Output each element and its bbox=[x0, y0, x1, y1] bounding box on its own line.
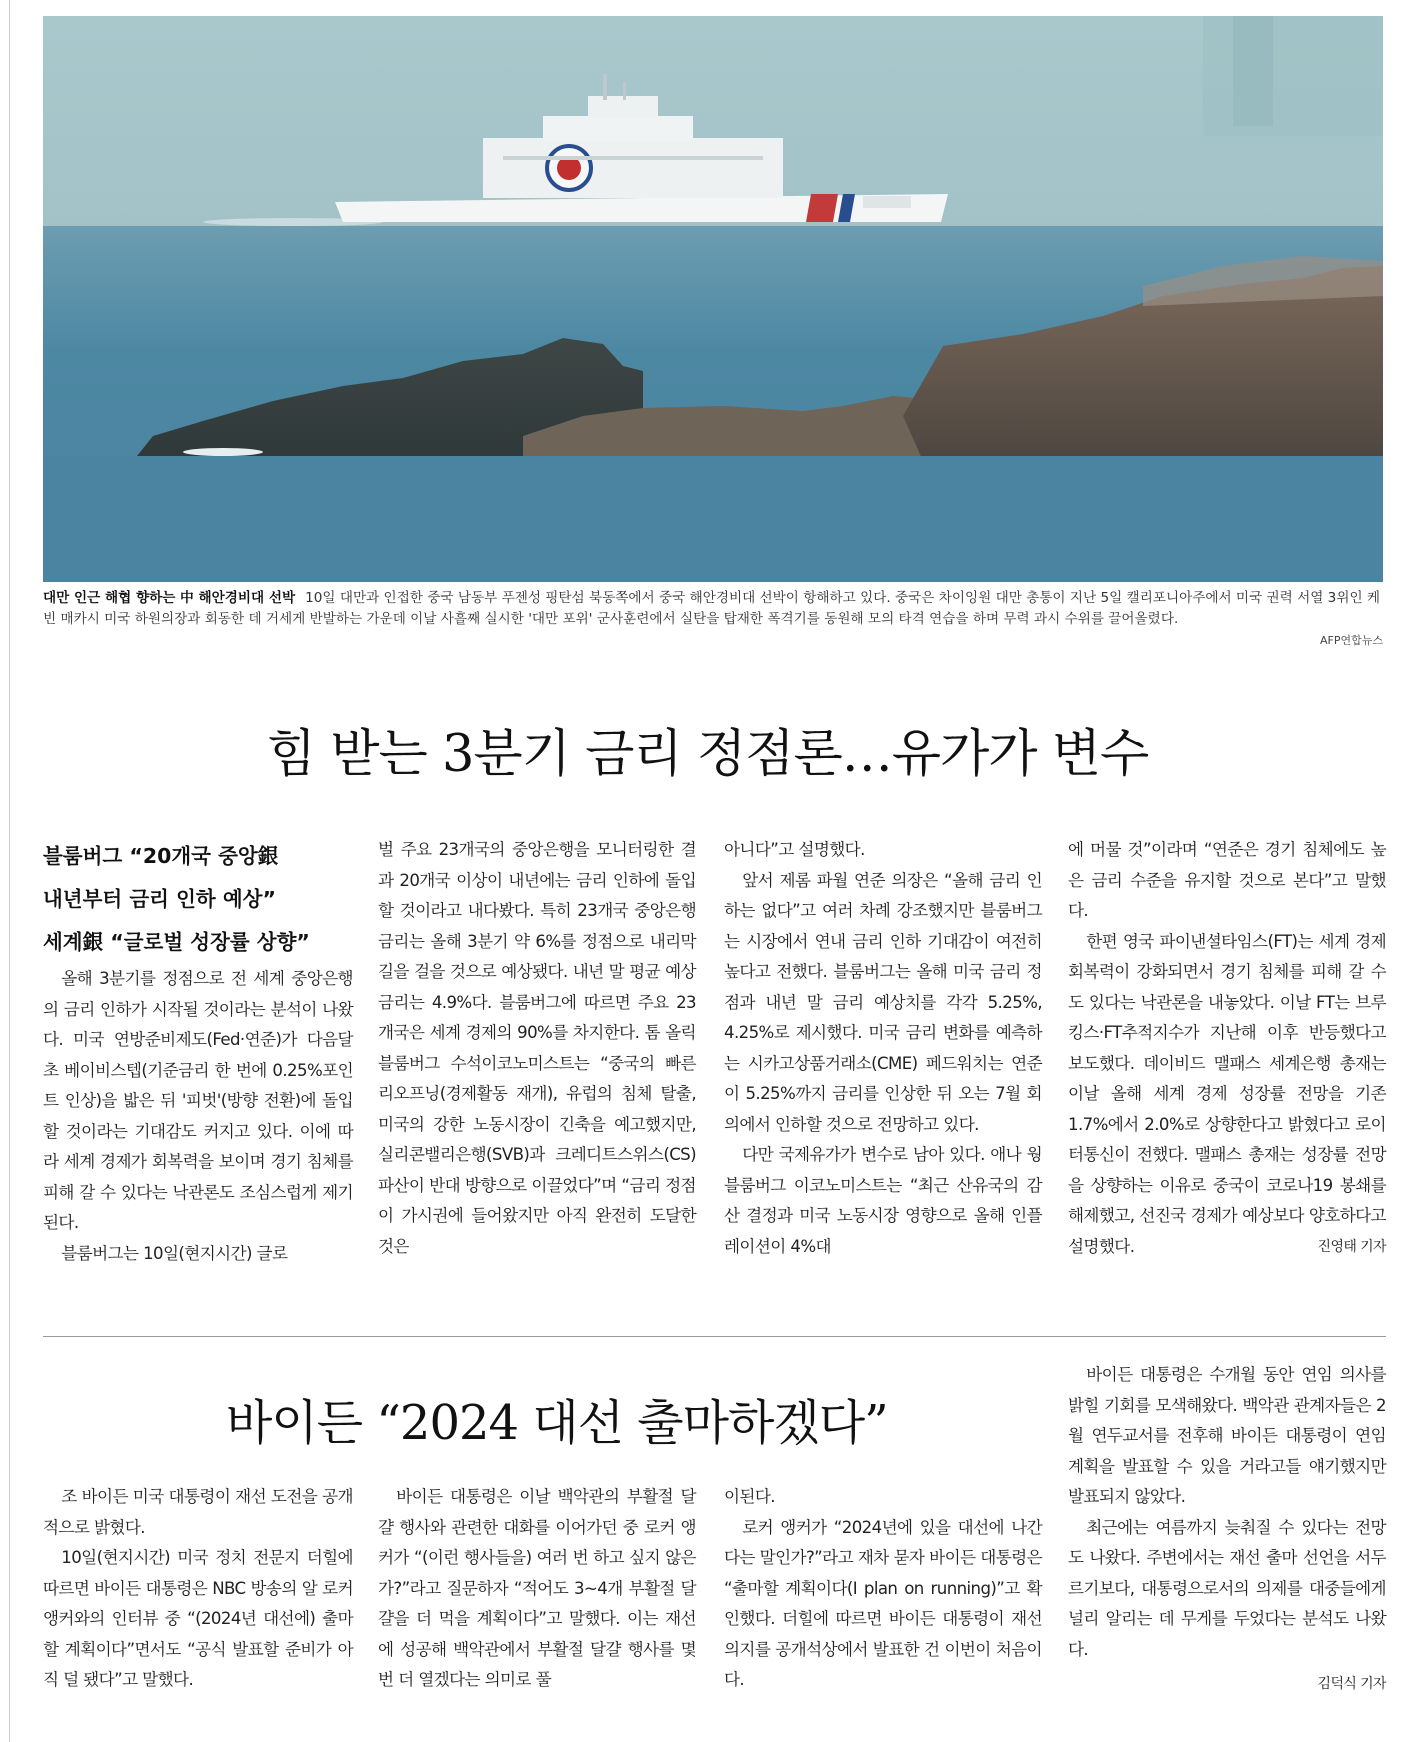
article1-column-1 bbox=[43, 964, 353, 1269]
paragraph: 로커 앵커가 “2024년에 있을 대선에 나간다는 말인가?”라고 재차 묻자 바이든 대통령은 “출마할 계획이다(I plan on running)”고 확인했다. 더힐에 따르면 바이든 대통령이 재선 의지를 공개석상에서 발표한 건 이번이 처음이다. bbox=[724, 1517, 1042, 1689]
article2-column-3 bbox=[724, 1482, 1042, 1696]
subhead-line: 내년부터 금리 인하 예상” bbox=[43, 887, 276, 911]
paragraph: 아니다”고 설명했다. bbox=[724, 840, 865, 859]
article1-subheads bbox=[43, 835, 353, 964]
article1-headline: 힘 받는 3분기 금리 정점론…유가가 변수 bbox=[266, 725, 1149, 784]
paragraph: 에 머물 것”이라며 “연준은 경기 침체에도 높은 금리 수준을 유지할 것으로 본다”고 말했다. bbox=[1068, 840, 1386, 920]
subhead-line: 블룸버그 “20개국 중앙銀 bbox=[43, 844, 279, 868]
article2-column-4 bbox=[1068, 1360, 1386, 1700]
article2-headline: 바이든 “2024 대선 출마하겠다” bbox=[226, 1395, 888, 1451]
paragraph: 바이든 대통령은 수개월 동안 연임 의사를 밝힐 기회를 모색해왔다. 백악관 관계자들은 2월 연두교서를 전후해 바이든 대통령이 연임 계획을 발표할 수 있을 거라고들 얘기했지만 발표되지 않았다. bbox=[1068, 1365, 1386, 1506]
photo-credit: AFP연합뉴스 bbox=[1320, 634, 1383, 647]
article-divider bbox=[43, 1336, 1386, 1337]
paragraph: 다만 국제유가가 변수로 남아 있다. 애나 웡 블룸버그 이코노미스트는 “최근 산유국의 감산 결정과 미국 노동시장 영향으로 올해 인플레이션이 4%대 bbox=[724, 1145, 1042, 1256]
paragraph: 벌 주요 23개국의 중앙은행을 모니터링한 결과 20개국 이상이 내년에는 금리 인하에 돌입할 것이라고 내다봤다. 특히 23개국 중앙은행 금리는 올해 3분기 약 6%를 정점으로 내리막길을 걸을 것으로 예상됐다. 내년 말 평균 예상 금리는 4.9%다. 블룸버그에 따르면 주요 23개국은 세계 경제의 90%를 차지한다. 톰 올릭 블룸버그 수석이코노미스트는 “중국의 빠른 리오프닝(경제활동 재개), 유럽의 침체 탈출, 미국의 강한 노동시장이 긴축을 예고했지만, 실리콘밸리은행(SVB)과 크레디트스위스(CS) 파산이 반대 방향으로 이끌었다”며 “금리 정점이 가시권에 들어왔지만 아직 완전히 도달한 것은 bbox=[378, 840, 696, 1256]
paragraph: 최근에는 여름까지 늦춰질 수 있다는 전망도 나왔다. 주변에서는 재선 출마 선언을 서두르기보다, 대통령으로서의 의제를 대중들에게 널리 알리는 데 무게를 두었다는 분석도 나왔다. bbox=[1068, 1517, 1386, 1659]
article1-byline: 진영태 기자 bbox=[1317, 1239, 1386, 1255]
paragraph: 앞서 제롬 파월 연준 의장은 “올해 금리 인하는 없다”고 여러 차례 강조했지만 블룸버그는 시장에서 연내 금리 인하 기대감이 여전히 높다고 전했다. 블룸버그는 올해 미국 금리 정점과 내년 말 금리 예상치를 각각 5.25%, 4.25%로 제시했다. 미국 금리 변화를 예측하는 시카고상품거래소(CME) 페드워치는 연준이 5.25%까지 금리를 인상한 뒤 오는 7월 회의에서 인하할 것으로 전망하고 있다. bbox=[724, 870, 1042, 1134]
article2-column-2 bbox=[378, 1482, 696, 1696]
photo-caption bbox=[43, 588, 1383, 630]
coast-guard-ship-scene bbox=[43, 16, 1383, 582]
article2-column-1 bbox=[43, 1482, 353, 1696]
article1-column-3 bbox=[724, 835, 1042, 1262]
paragraph: 블룸버그는 10일(현지시간) 글로 bbox=[61, 1243, 288, 1263]
paragraph: 바이든 대통령은 이날 백악관의 부활절 달걀 행사와 관련한 대화를 이어가던 중 로커 앵커가 “(이런 행사들을) 여러 번 하고 싶지 않은가?”라고 질문하자 “적어도 3~4개 부활절 달걀을 더 먹을 계획이다”고 말했다. 이는 재선에 성공해 백악관에서 부활절 달걀 행사를 몇 번 더 열겠다는 의미로 풀 bbox=[378, 1487, 696, 1689]
article1-column-2 bbox=[378, 835, 696, 1262]
paragraph: 조 바이든 미국 대통령이 재선 도전을 공개적으로 밝혔다. bbox=[43, 1487, 353, 1537]
caption-title: 대만 인근 해협 향하는 中 해안경비대 선박 bbox=[43, 590, 296, 606]
caption-body: 10일 대만과 인접한 중국 남동부 푸젠성 핑탄섬 북동쪽에서 중국 해안경비대 선박이 항해하고 있다. 중국은 차이잉원 대만 총통이 지난 5일 캘리포니아주에서 미국 권력 서열 3위인 케빈 매카시 미국 하원의장과 회동한 데 거세게 반발하는 가운데 이날 사흘째 실시한 '대만 포위' 군사훈련에서 실탄을 탑재한 폭격기를 동원해 모의 타격 연습을 하며 무력 과시 수위를 끌어올렸다. bbox=[43, 590, 1381, 627]
paragraph: 10일(현지시간) 미국 정치 전문지 더힐에 따르면 바이든 대통령은 NBC 방송의 알 로커 앵커와의 인터뷰 중 “(2024년 대선에) 출마할 계획이다”면서도 “공식 발표할 준비가 아직 덜 됐다”고 말했다. bbox=[43, 1548, 353, 1689]
article2-byline: 김덕식 기자 bbox=[1317, 1676, 1386, 1692]
left-margin-rule bbox=[9, 0, 10, 1742]
news-photo bbox=[43, 16, 1383, 582]
paragraph: 한편 영국 파이낸셜타임스(FT)는 세계 경제 회복력이 강화되면서 경기 침체를 피해 갈 수도 있다는 낙관론을 내놓았다. 이날 FT는 브루킹스·FT추적지수가 지난해 이후 반등했다고 보도했다. 데이비드 맬패스 세계은행 총재는 이날 올해 세계 경제 성장률 전망을 기존 1.7%에서 2.0%로 상향한다고 밝혔다고 로이터통신이 전했다. 맬패스 총재는 성장률 전망을 상향하는 이유로 중국이 코로나19 봉쇄를 해제했고, 선진국 경제가 예상보다 양호하다고 설명했다. bbox=[1068, 931, 1386, 1256]
subhead-line: 세계銀 “글로벌 성장률 상향” bbox=[43, 930, 310, 954]
paragraph: 올해 3분기를 정점으로 전 세계 중앙은행의 금리 인하가 시작될 것이라는 분석이 나왔다. 미국 연방준비제도(Fed·연준)가 다음달 초 베이비스텝(기준금리 한 번에 0.25%포인트 인상)을 밟은 뒤 '피벗'(방향 전환)에 돌입할 것이라는 기대감도 커지고 있다. 이에 따라 세계 경제가 회복력을 보이며 경기 침체를 피해 갈 수 있다는 낙관론도 조심스럽게 제기된다. bbox=[43, 969, 353, 1232]
article1-column-4 bbox=[1068, 835, 1386, 1263]
paragraph: 이된다. bbox=[724, 1487, 775, 1506]
